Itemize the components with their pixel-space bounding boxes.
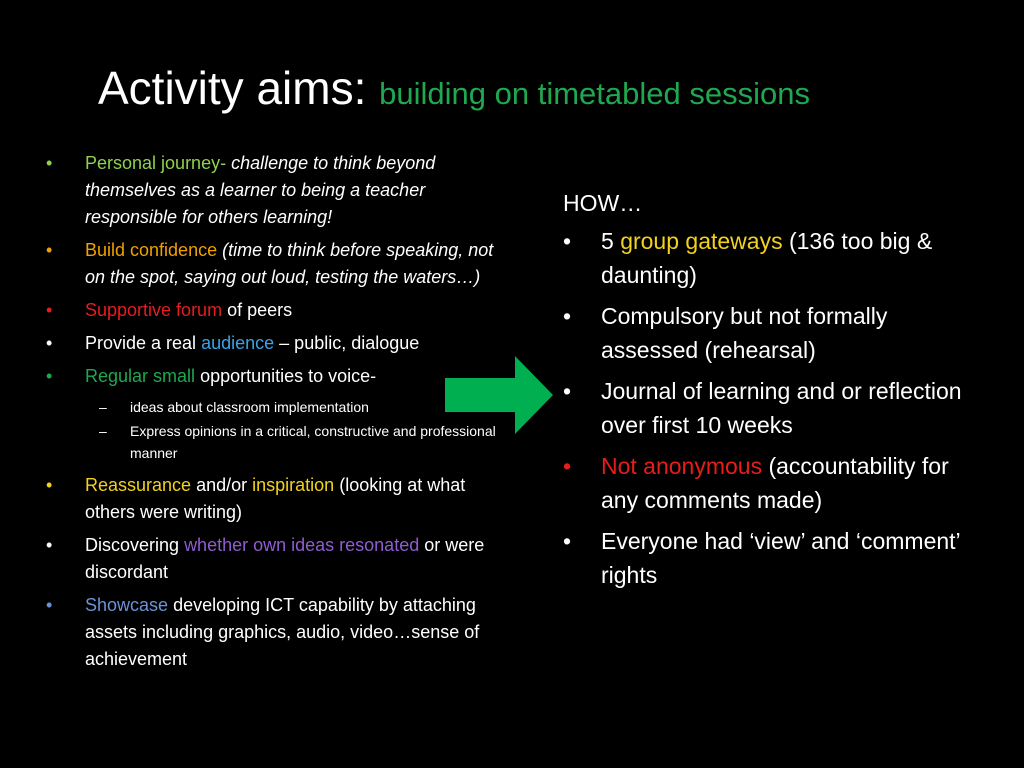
item-text: (accountability for any comments made) xyxy=(601,453,949,513)
item-text: 5 xyxy=(601,228,614,254)
how-heading: HOW… xyxy=(563,190,643,216)
item-text: and/or xyxy=(196,475,248,495)
dash: – xyxy=(99,423,107,439)
item-keyword: Regular small xyxy=(85,366,196,386)
list-item xyxy=(46,592,496,673)
item-text: (136 too big & daunting) xyxy=(601,228,933,288)
bullet: • xyxy=(46,366,53,386)
list-item xyxy=(46,297,496,324)
item-text: developing ICT capability by attaching assets including graphics, audio, video…sense of achievement xyxy=(85,595,480,669)
item-keyword: Not anonymous xyxy=(601,453,763,479)
item-keyword: Reassurance xyxy=(85,475,192,495)
aims-list xyxy=(46,150,496,679)
bullet: • xyxy=(46,153,53,173)
bullet: • xyxy=(46,240,53,260)
list-item xyxy=(563,374,983,442)
bullet: • xyxy=(46,535,53,555)
bullet: • xyxy=(563,228,572,254)
bullet: • xyxy=(563,303,572,329)
list-item xyxy=(46,330,496,357)
list-item xyxy=(46,472,496,526)
bullet: • xyxy=(563,528,572,554)
bullet: • xyxy=(46,595,53,615)
right-arrow-icon xyxy=(445,356,555,436)
slide-title xyxy=(98,58,810,124)
item-text: Express opinions in a critical, constructive and professional manner xyxy=(130,423,496,461)
title-main: Activity aims: xyxy=(98,62,367,114)
item-keyword: Showcase xyxy=(85,595,169,615)
item-keyword: whether own ideas resonated xyxy=(184,535,420,555)
item-keyword: Personal journey- xyxy=(85,153,227,173)
sub-list-item xyxy=(46,396,496,418)
sub-list-item xyxy=(46,420,496,464)
list-item xyxy=(46,532,496,586)
item-text: – public, dialogue xyxy=(279,333,420,353)
list-item xyxy=(563,524,983,592)
item-keyword: audience xyxy=(201,333,275,353)
item-text: Journal of learning and or reflection over first 10 weeks xyxy=(601,378,962,438)
bullet: • xyxy=(46,475,53,495)
list-item xyxy=(46,150,496,231)
list-item xyxy=(46,363,496,390)
item-text: Everyone had ‘view’ and ‘comment’ rights xyxy=(601,528,960,588)
dash: – xyxy=(99,399,107,415)
bullet: • xyxy=(563,378,572,404)
how-list xyxy=(563,186,983,599)
list-item xyxy=(563,449,983,517)
title-subtitle: building on timetabled sessions xyxy=(379,76,810,111)
list-item xyxy=(563,299,983,367)
bullet: • xyxy=(46,300,53,320)
item-keyword: Build confidence xyxy=(85,240,218,260)
item-text: Compulsory but not formally assessed (rehearsal) xyxy=(601,303,888,363)
bullet: • xyxy=(46,333,53,353)
item-text: (time to think before speaking, not on the spot, saying out loud, testing the waters…) xyxy=(85,240,494,287)
item-text: Discovering xyxy=(85,535,180,555)
list-item xyxy=(563,224,983,292)
item-keyword: Supportive forum xyxy=(85,300,223,320)
item-text: (looking at what others were writing) xyxy=(85,475,466,522)
item-text: Provide a real xyxy=(85,333,197,353)
list-item xyxy=(46,237,496,291)
item-text: or were discordant xyxy=(85,535,485,582)
item-keyword: group gateways xyxy=(620,228,783,254)
item-text: ideas about classroom implementation xyxy=(130,399,369,415)
item-text: of peers xyxy=(227,300,293,320)
item-text: challenge to think beyond themselves as a learner to being a teacher responsible for others learning! xyxy=(85,153,436,227)
bullet: • xyxy=(563,453,572,479)
item-text: opportunities to voice- xyxy=(200,366,377,386)
item-keyword: inspiration xyxy=(252,475,335,495)
